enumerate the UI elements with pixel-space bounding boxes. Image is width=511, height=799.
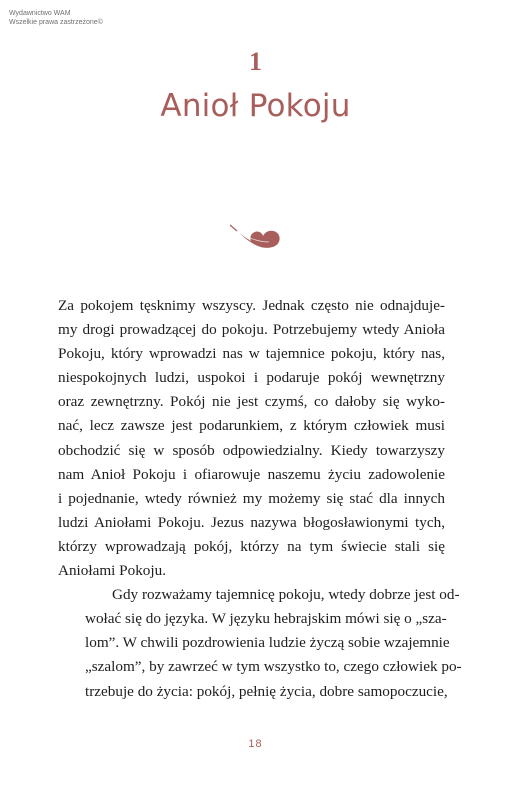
- text-line: ludzi Aniołami Pokoju. Jezus nazywa błogosławionymi tych,: [58, 513, 445, 531]
- body-text: [58, 294, 462, 704]
- paragraph-2: [58, 583, 462, 703]
- text-line: trzebuje do życia: pokój, pełnię życia, dobre samopoczucie,: [85, 682, 448, 700]
- chapter-number: 1: [249, 47, 262, 76]
- publisher-notice: [9, 9, 103, 27]
- text-line: my drogi prowadzącej do pokoju. Potrzebujemy wtedy Anioła: [58, 321, 445, 339]
- text-line: oraz zewnętrzny. Pokój nie jest czymś, co dałoby się wyko-: [58, 393, 445, 411]
- text-line: „szalom”, by zawrzeć w tym wszystko to, czego człowiek po-: [85, 658, 462, 676]
- text-line: i pojednanie, wtedy również my możemy się stać dla innych: [58, 489, 445, 507]
- text-line: Gdy rozważamy tajemnicę pokoju, wtedy dobrze jest od-: [112, 586, 460, 604]
- paragraph-1: [58, 294, 445, 583]
- text-line: Pokoju, który wprowadzi nas w tajemnice pokoju, który nas,: [58, 345, 445, 363]
- feather-icon: [229, 224, 283, 252]
- chapter-title: Anioł Pokoju: [160, 88, 351, 124]
- text-line: obchodzić się w sposób odpowiedzialny. Kiedy towarzyszy: [58, 441, 445, 459]
- text-line: niespokojnych ludzi, uspokoi i podaruje pokój wewnętrzny: [58, 369, 445, 387]
- text-line: którzy wprowadzają pokój, którzy na tym świecie stali się: [58, 537, 445, 555]
- text-line: Aniołami Pokoju.: [58, 562, 167, 580]
- page-number: 18: [248, 738, 263, 750]
- text-line: Za pokojem tęsknimy wszyscy. Jednak często nie odnajduje-: [58, 297, 445, 314]
- copyright-notice: Wszelkie prawa zastrzeżone©: [9, 19, 103, 26]
- text-line: lom”. W chwili pozdrowienia ludzie życzą sobie wzajemnie: [85, 634, 450, 652]
- text-line: nam Anioł Pokoju i ofiarowuje naszemu życiu zadowolenie: [58, 465, 445, 483]
- text-line: wołać się do języka. W języku hebrajskim mówi się o „sza-: [85, 610, 447, 628]
- publisher-name: Wydawnictwo WAM: [9, 10, 71, 17]
- text-line: nać, lecz zawsze jest podarunkiem, z którym człowiek musi: [58, 417, 445, 435]
